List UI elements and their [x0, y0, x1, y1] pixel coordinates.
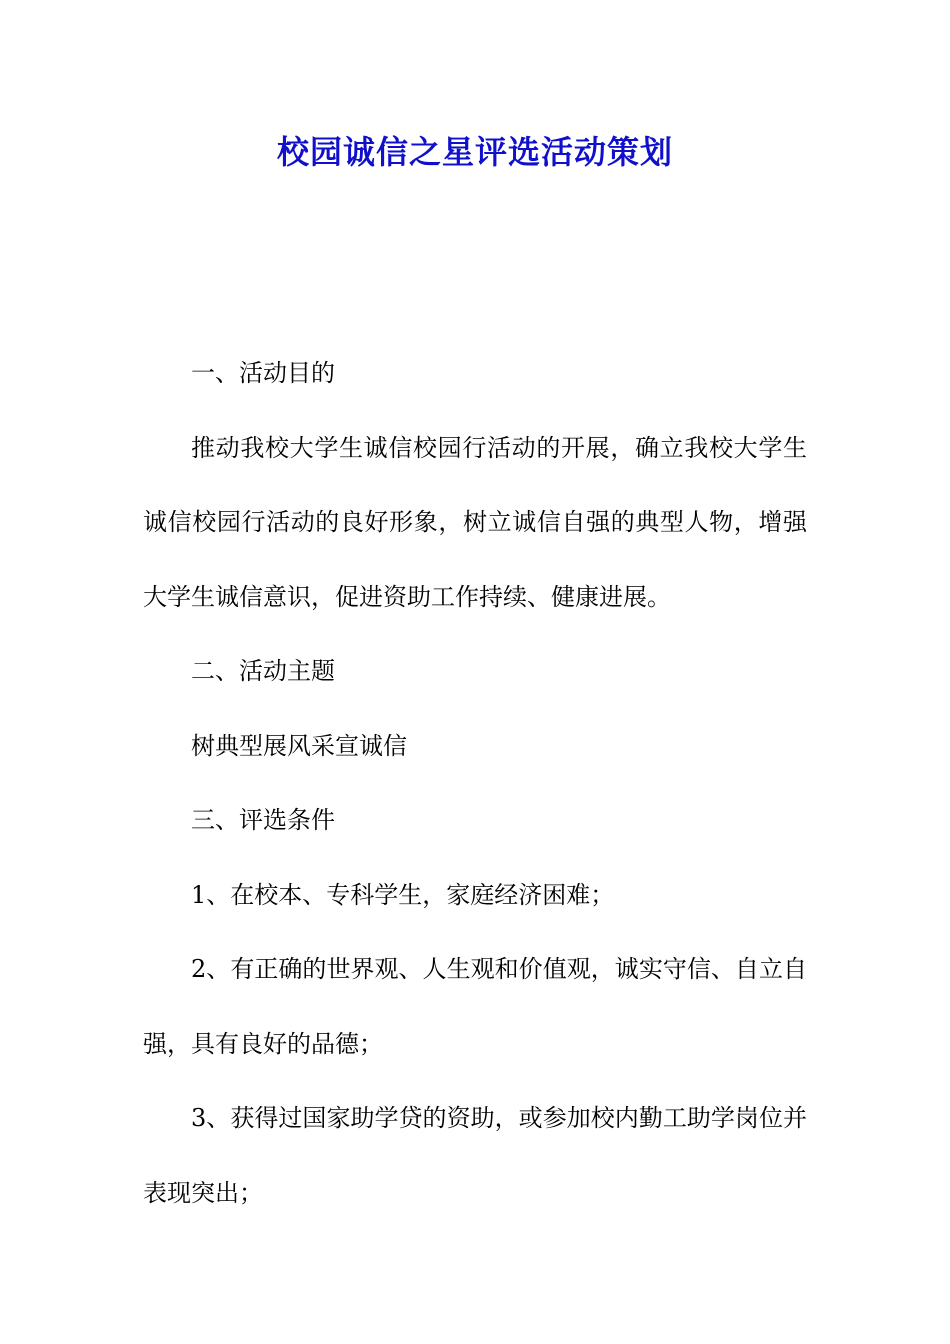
section-heading-theme: 二、活动主题 — [191, 657, 335, 685]
section-heading-criteria: 三、评选条件 — [191, 806, 335, 834]
criteria-item-1: 1、在校本、专科学生，家庭经济困难； — [191, 880, 615, 909]
document-body — [143, 336, 807, 1230]
criteria-item-2: 2、有正确的世界观、人生观和价值观，诚实守信、自立自强，具有良好的品德； — [143, 955, 807, 1058]
criteria-item-3: 3、获得过国家助学贷的资助，或参加校内勤工助学岗位并表现突出； — [143, 1104, 807, 1207]
paragraph-theme: 树典型展风采宣诚信 — [191, 731, 407, 760]
document-title: 校园诚信之星评选活动策划 — [276, 133, 673, 171]
paragraph-purpose: 推动我校大学生诚信校园行活动的开展，确立我校大学生诚信校园行活动的良好形象，树立诚信自强的典型人物，增强大学生诚信意识，促进资助工作持续、健康进展。 — [143, 433, 807, 611]
section-heading-purpose: 一、活动目的 — [191, 359, 335, 387]
